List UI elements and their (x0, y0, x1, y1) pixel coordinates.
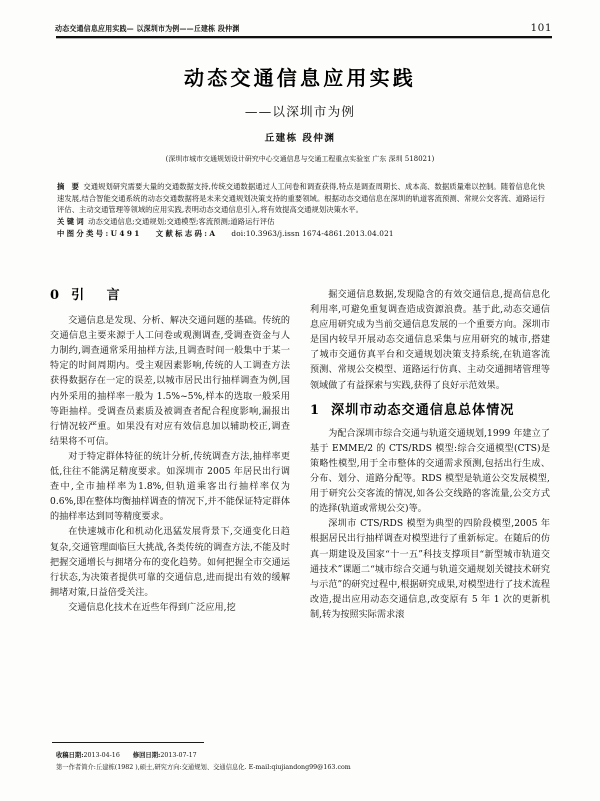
abstract-block (57, 181, 545, 240)
keywords-text: 动态交通信息;交通规划;交通模型;客流预测;道路运行评估 (88, 217, 275, 227)
paragraph: 为配合深圳市综合交通与轨道交通规划,1999 年建立了基于 EMME/2 的 CTS/RDS 模型:综合交通模型(CTS)是策略性模型,用于全市整体的交通需求预测,包括出行生成、分布、划分、道路分配等。RDS 模型是轨道公交发展模型,用于研究公交客流的情况,如各公交线路的客流量,公交方式的选择(轨道或常规公交)等。 (310, 428, 550, 515)
footnote-dates (56, 750, 556, 761)
doi-text: doi:10.3963/j.issn 1674-4861.2013.04.021 (231, 229, 394, 239)
received-date-label: 收稿日期: (56, 752, 84, 759)
paragraph: 在快速城市化和机动化迅猛发展背景下,交通变化日趋复杂,交通管理面临巨大挑战,各类传统的调查方法,不能及时把握交通增长与拥堵分布的变化趋势。如何把握全市交通运行状态,为决策者提供可靠的交通信息,进而提出有效的缓解拥堵对策,日益倍受关注。 (50, 527, 290, 598)
body-columns (50, 288, 550, 758)
running-head-title: 动态交通信息应用实践— 以深圳市为例——丘建栋 段仲渊 (55, 24, 240, 33)
paragraph: 交通信息是发现、分析、解决交通问题的基础。传统的交通信息主要来源于人工问卷或观测调查,受调查资金与人力制约,调查通常采用抽样方法,且调查时间一般集中于某一特定的时间周期内。受主观因素影响,传统的人工调查方法获得数据存在一定的误差,以城市居民出行抽样调查为例,国内外采用的抽样率一般为 1.5%~5%,样本的选取一般采用等距抽样。受调查员素质及被调查者配合程度影响,漏报出行情况较严重。如果没有对应有效信息加以辅助校正,调查结果将不可信。 (50, 316, 290, 447)
document-code: 文献标志码:A (155, 229, 218, 239)
abstract-label: 摘 要 (57, 182, 82, 191)
footnote-block (56, 750, 556, 773)
header-divider (56, 36, 552, 38)
paragraph: 掘交通信息数据,发现隐含的有效交通信息,提高信息化利用率,可避免重复调查造成资源浪费。基于此,动态交通信息应用研究成为当前交通信息发展的一个重要方向。深圳市是国内较早开展动态交通信息采集与应用研究的城市,搭建了城市交通仿真平台和交通规划决策支持系统,在轨道客流预测、常规公交模型、道路运行仿真、主动交通拥堵管理等领域做了有益探索与实践,获得了良好示范效果。 (310, 290, 550, 391)
paragraph: 交通信息化技术在近些年得到广泛应用,挖 (68, 602, 236, 613)
keywords-paragraph (57, 216, 545, 228)
page-title: 动态交通信息应用实践 (184, 66, 416, 90)
footnote-divider (52, 742, 204, 743)
page-subtitle: ——以深圳市为例 (244, 104, 356, 119)
section-title-1: 深圳市动态交通信息总体情况 (331, 402, 515, 418)
abstract-paragraph (57, 181, 545, 216)
right-column (310, 288, 550, 758)
clc-number: 中图分类号:U491 (57, 229, 142, 239)
section-heading-1 (310, 403, 550, 418)
classification-paragraph (57, 228, 545, 240)
section-number-1: 1 (310, 402, 321, 418)
keywords-label: 关键词 (57, 217, 87, 227)
page-number: 101 (530, 22, 552, 34)
revised-date-label: 修回日期: (132, 752, 161, 759)
author-list: 丘建栋 段仲渊 (264, 133, 336, 144)
received-date-value: 2013-04-16 (83, 752, 120, 759)
left-column (50, 288, 290, 758)
paragraph: 对于特定群体特征的统计分析,传统调查方法,抽样率更低,往往不能满足精度要求。如深圳市 2005 年居民出行调查中,全市抽样率为1.8%,但轨道乘客出行抽样率仅为 0.6%,即在整体均衡抽样调查的情况下,并不能保证特定群体的抽样率达到同等精度要求。 (50, 451, 290, 523)
section-title-0: 引 言 (71, 288, 129, 303)
section-heading-0 (50, 288, 290, 303)
paragraph: 深圳市 CTS/RDS 模型为典型的四阶段模型,2005 年根据居民出行抽样调查对模型进行了重新标定。在随后的仿真一期建设及国家“十一五”科技支撑项目“新型城市轨道交通技术”课题二“城市综合交通与轨道交通规划关键技术研究与示范”的研究过程中,根据研究成果,对模型进行了技术流程改造,提出应用动态交通信息,改变原有 5 年 1 次的更新机制,转为按照实际需求滚 (310, 519, 550, 620)
section-number-0: 0 (50, 288, 61, 303)
abstract-text: 交通规划研究需要大量的交通数据支持,传统交通数据通过人工问卷和调查获得,特点是调查周期长、成本高、数据质量难以控制。随着信息化快速发展,结合智能交通系统的动态交通数据将是未来交通规划决策支持的重要领域。根据动态交通信息在深圳的轨道客流预测、常规公交客流、道路运行评估、主动交通管理等领域的应用实践,表明动态交通信息引入,将有效提高交通规划决策水平。 (57, 182, 545, 215)
running-head (55, 22, 552, 34)
author-affiliation: (深圳市城市交通规划设计研究中心交通信息与交通工程重点实验室 广东 深圳 518021) (165, 155, 435, 163)
footnote-author-bio: 第一作者简介:丘建栋(1982 ),硕士,研究方向:交通规划、交通信息化. E-mail:qiujiandong99@163.com (56, 764, 351, 771)
revised-date-value: 2013-07-17 (160, 752, 197, 759)
